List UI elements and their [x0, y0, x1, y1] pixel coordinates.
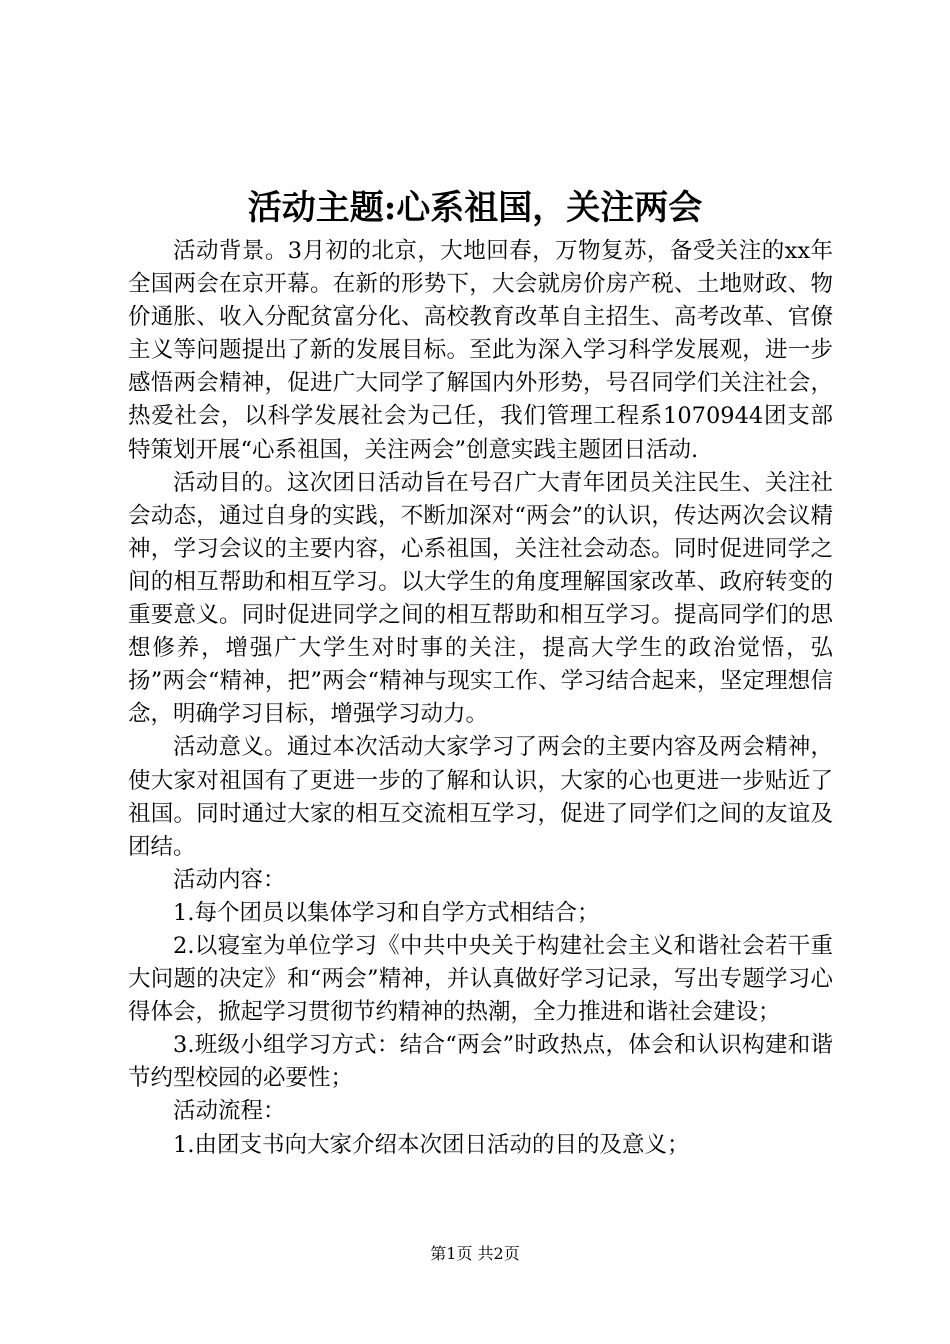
page-number-current: 第1页 — [430, 1244, 473, 1263]
paragraph-process-heading: 活动流程： — [173, 1098, 286, 1125]
paragraph-content-heading: 活动内容： — [173, 866, 286, 893]
paragraph-content-item-1: 1.每个团员以集体学习和自学方式相结合； — [173, 899, 600, 926]
paragraph-purpose: 活动目的。这次团日活动旨在号召广大青年团员关注民生、关注社会动态，通过自身的实践，不断加深对“两会”的认识，传达两次会议精神，学习会议的主要内容，心系祖国，关注社会动态。同时促进同学之间的相互帮助和相互学习。以大学生的角度理解国家改革、政府转变的重要意义。同时促进同学之间的相互帮助和相互学习。提高同学们的思想修养，增强广大学生对时事的关注，提高大学生的政治觉悟，弘扬”两会“精神，把”两会“精神与现实工作、学习结合起来，坚定理想信念，明确学习目标，增强学习动力。 — [128, 469, 833, 728]
paragraph-background: 活动背景。3月初的北京，大地回春，万物复苏，备受关注的xx年全国两会在京开幕。在新的形势下，大会就房价房产税、土地财政、物价通胀、收入分配贫富分化、高校教育改革自主招生、高考改革、官僚主义等问题提出了新的发展目标。至此为深入学习科学发展观，进一步感悟两会精神，促进广大同学了解国内外形势，号召同学们关注社会，热爱社会，以科学发展社会为己任，我们管理工程系1070944团支部特策划开展“心系祖国，关注两会”创意实践主题团日活动. — [128, 238, 833, 463]
paragraph-content-item-2: 2.以寝室为单位学习《中共中央关于构建社会主义和谐社会若干重大问题的决定》和“两会”精神，并认真做好学习记录，写出专题学习心得体会，掀起学习贯彻节约精神的热潮，全力推进和谐社会建设； — [128, 932, 833, 1026]
page-number-total: 共2页 — [477, 1244, 520, 1263]
document-title: 活动主题:心系祖国，关注两会 — [247, 188, 703, 228]
page-footer — [0, 1243, 950, 1265]
paragraph-content-item-3: 3.班级小组学习方式：结合“两会”时政热点，体会和认识构建和谐节约型校园的必要性； — [128, 1032, 833, 1092]
paragraph-process-item-1: 1.由团支书向大家介绍本次团日活动的目的及意义； — [173, 1131, 690, 1158]
paragraph-significance: 活动意义。通过本次活动大家学习了两会的主要内容及两会精神，使大家对祖国有了更进一步的了解和认识，大家的心也更进一步贴近了祖国。同时通过大家的相互交流相互学习，促进了同学们之间的友谊及团结。 — [128, 734, 833, 860]
document-body — [128, 235, 833, 1162]
